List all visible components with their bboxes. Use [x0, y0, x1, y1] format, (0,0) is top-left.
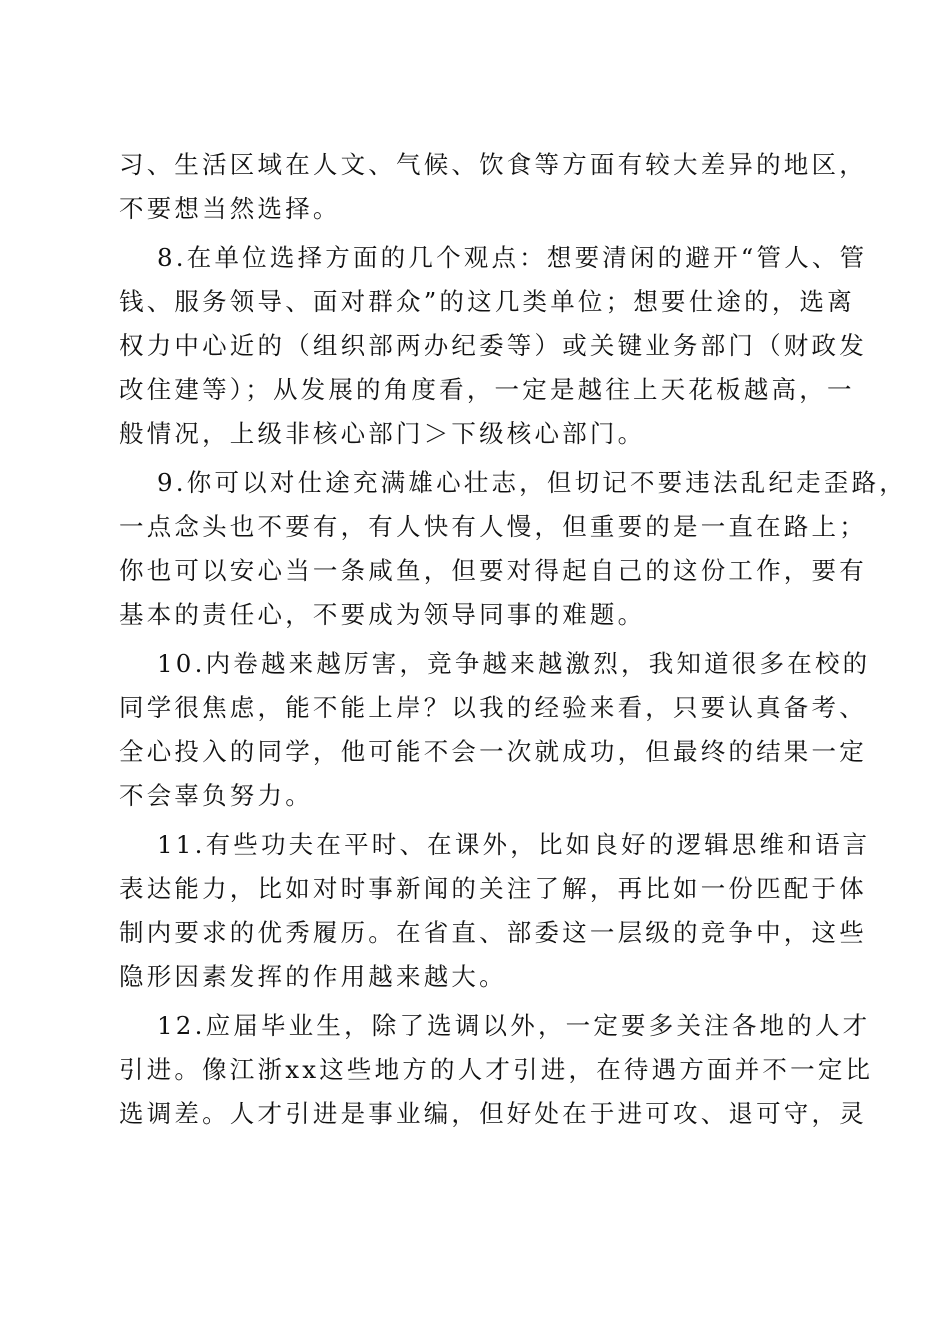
text-line: 权力中心近的（组织部两办纪委等）或关键业务部门（财政发 — [119, 331, 867, 360]
paragraph-10-first-line: 10.内卷越来越厉害，竞争越来越激烈，我知道很多在校的 — [157, 649, 871, 678]
text-line: 隐形因素发挥的作用越来越大。 — [119, 962, 507, 991]
text-line: 改住建等）；从发展的角度看，一定是越往上天花板越高，一 — [119, 375, 855, 404]
paragraph-8-first-line: 8.在单位选择方面的几个观点：想要清闲的避开“管人、管 — [157, 243, 868, 272]
text-line: 不要想当然选择。 — [119, 194, 341, 223]
text-line: 引进。像江浙xx这些地方的人才引进，在待遇方面并不一定比 — [119, 1055, 874, 1084]
text-line: 钱、服务领导、面对群众”的这几类单位；想要仕途的，选离 — [119, 287, 855, 316]
paragraph-12-first-line: 12.应届毕业生，除了选调以外，一定要多关注各地的人才 — [157, 1011, 871, 1040]
paragraph-9-first-line: 9.你可以对仕途充满雄心壮志，但切记不要违法乱纪走歪路， — [157, 468, 907, 497]
text-line: 表达能力，比如对时事新闻的关注了解，再比如一份匹配于体 — [119, 874, 867, 903]
text-line: 习、生活区域在人文、气候、饮食等方面有较大差异的地区， — [119, 150, 867, 179]
paragraph-11-first-line: 11.有些功夫在平时、在课外，比如良好的逻辑思维和语言 — [157, 830, 871, 859]
text-line: 基本的责任心，不要成为领导同事的难题。 — [119, 600, 646, 629]
text-line: 不会辜负努力。 — [119, 781, 313, 810]
text-line: 制内要求的优秀履历。在省直、部委这一层级的竞争中，这些 — [119, 918, 867, 947]
text-line: 同学很焦虑，能不能上岸？以我的经验来看，只要认真备考、 — [119, 693, 867, 722]
text-line: 选调差。人才引进是事业编，但好处在于进可攻、退可守，灵 — [119, 1099, 867, 1128]
text-line: 般情况，上级非核心部门＞下级核心部门。 — [119, 419, 646, 448]
text-line: 你也可以安心当一条咸鱼，但要对得起自己的这份工作，要有 — [119, 556, 867, 585]
text-line: 全心投入的同学，他可能不会一次就成功，但最终的结果一定 — [119, 737, 867, 766]
text-line: 一点念头也不要有，有人快有人慢，但重要的是一直在路上； — [119, 512, 867, 541]
